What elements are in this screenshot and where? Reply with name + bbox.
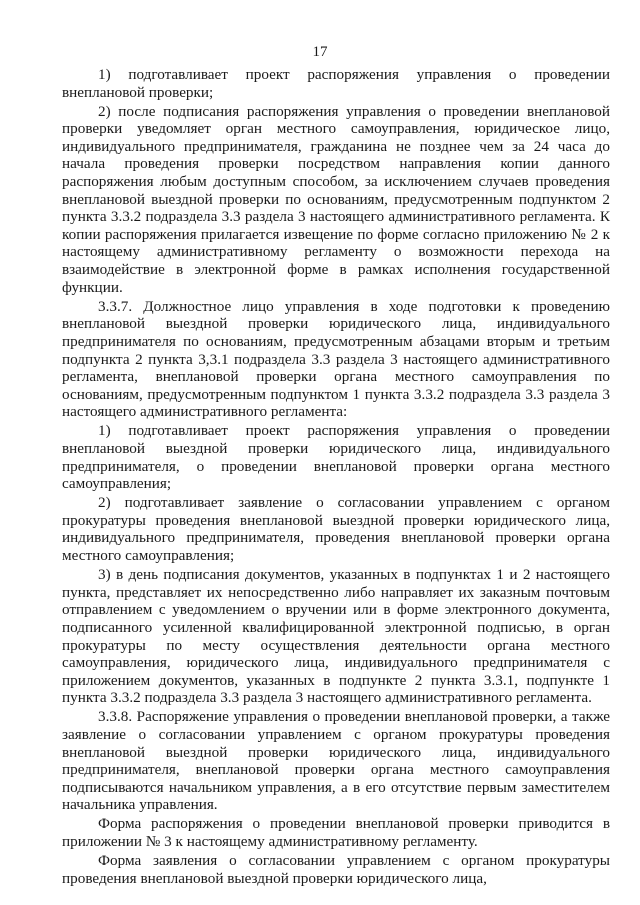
paragraph-7: 3.3.8. Распоряжение управления о проведении внеплановой проверки, а также заявление о согласовании управлением с органом прокуратуры проведения внеплановой выездной проверки юридического лица, индивидуального предпринимателя, внеплановой проверки органа местного самоуправления подписываются начальником управления, а в его отсутствие первым заместителем начальника управления. [62, 708, 610, 814]
paragraph-3: 3.3.7. Должностное лицо управления в ходе подготовки к проведению внеплановой выездной проверки юридического лица, индивидуального предпринимателя по основаниям, предусмотренным абзацами вторым и третьим подпункта 2 пункта 3,3.1 подраздела 3.3 раздела 3 настоящего административного регламента, внеплановой проверки органа местного самоуправления по основаниям, предусмотренным подпунктом 1 пункта 3.3.2 подраздела 3.3 раздела 3 настоящего административного регламента: [62, 297, 610, 421]
paragraph-6: 3) в день подписания документов, указанных в подпунктах 1 и 2 настоящего пункта, представляет их непосредственно либо направляет их заказным почтовым отправлением с уведомлением о вручении или в форме электронного документа, подписанного усиленной квалифицированной электронной подписью, в орган прокуратуры по месту осуществления деятельности органа местного самоуправления, юридического лица, индивидуального предпринимателя с приложением документов, указанных в подпункте 2 пункта 3.3.1, подпункте 1 пункта 3.3.2 подраздела 3.3 раздела 3 настоящего административного регламента. [62, 566, 610, 707]
paragraph-5: 2) подготавливает заявление о согласовании управлением с органом прокуратуры проведения внеплановой выездной проверки юридического лица, индивидуального предпринимателя, проведения внеплановой проверки органа местного самоуправления; [62, 494, 610, 565]
paragraph-2: 2) после подписания распоряжения управления о проведении внеплановой проверки уведомляет орган местного самоуправления, юридическое лицо, индивидуального предпринимателя, гражданина не позднее чем за 24 часа до начала проведения проверки посредством направления копии данного распоряжения любым доступным способом, за исключением случаев проведения внеплановой выездной проверки по основаниям, предусмотренным подпунктом 2 пункта 3.3.2 подраздела 3.3 раздела 3 настоящего административного регламента. К копии распоряжения прилагается извещение по форме согласно приложению № 2 к настоящему административному регламенту о возможности перехода на взаимодействие в электронной форме в рамках исполнения государственной функции. [62, 102, 610, 296]
paragraph-9: Форма заявления о согласовании управлением с органом прокуратуры проведения внеплановой выездной проверки юридического лица, [62, 852, 610, 887]
paragraph-1: 1) подготавливает проект распоряжения управления о проведении внеплановой проверки; [62, 66, 610, 101]
paragraph-4: 1) подготавливает проект распоряжения управления о проведении внеплановой выездной проверки юридического лица, индивидуального предпринимателя, о проведении внеплановой проверки органа местного самоуправления; [62, 422, 610, 493]
page-number: 17 [312, 44, 328, 60]
document-body [62, 66, 610, 889]
paragraph-8: Форма распоряжения о проведении внеплановой проверки приводится в приложении № 3 к настоящему административному регламенту. [62, 815, 610, 851]
